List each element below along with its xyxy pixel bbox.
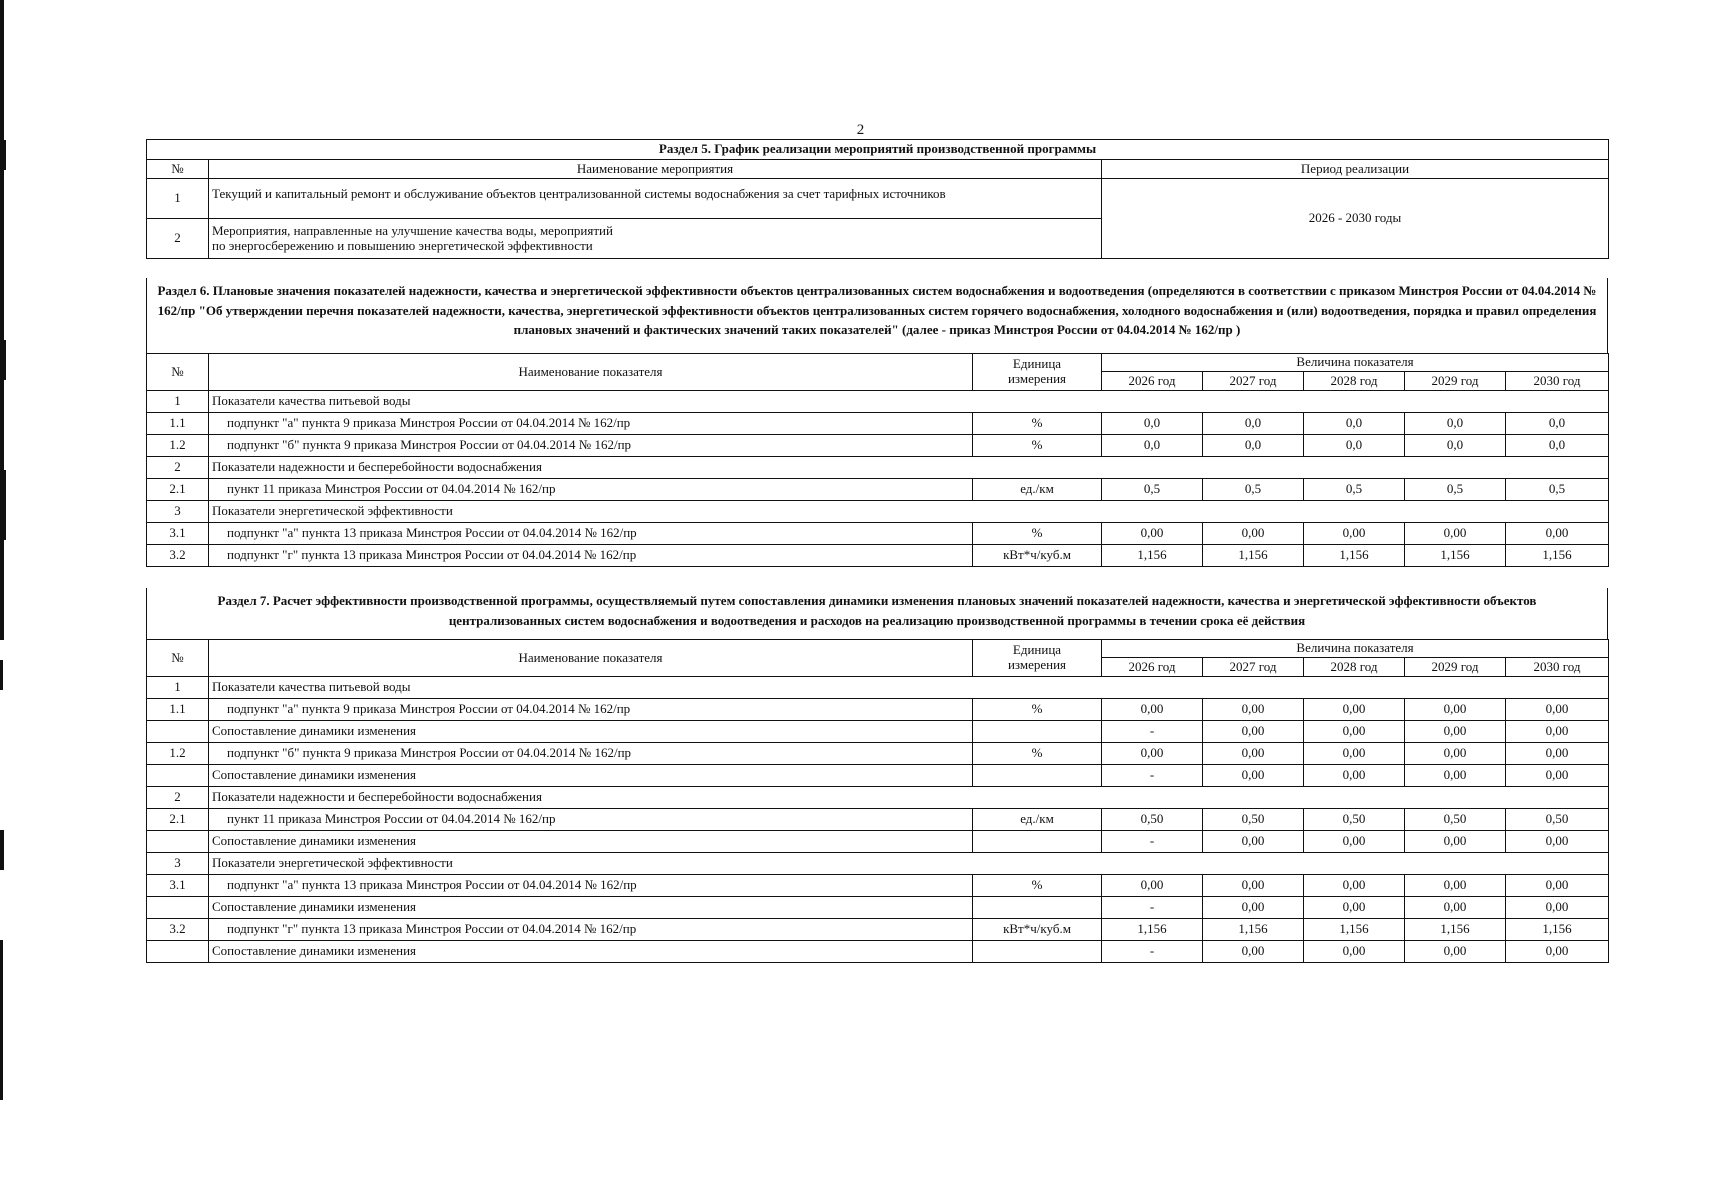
year-value: 0,0 (1405, 413, 1506, 435)
indicator-name: подпункт "а" пункта 9 приказа Минстроя России от 04.04.2014 № 162/пр (209, 699, 973, 721)
year-value: 1,156 (1506, 545, 1609, 567)
year-value: 0,00 (1405, 831, 1506, 853)
year-value: 0,50 (1506, 809, 1609, 831)
unit-header-line: измерения (1007, 657, 1067, 672)
col-header-value: Величина показателя (1102, 640, 1609, 658)
row-no (147, 831, 209, 853)
col-header-unit (973, 640, 1102, 677)
row-no (147, 765, 209, 787)
year-value: 0,00 (1405, 875, 1506, 897)
row-no: 1.1 (147, 413, 209, 435)
row-no: 3.2 (147, 919, 209, 941)
year-value: 1,156 (1102, 919, 1203, 941)
unit-value (973, 897, 1102, 919)
activity-name: Текущий и капитальный ремонт и обслуживание объектов централизованной системы водоснабжения за счет тарифных источников (209, 179, 1102, 219)
year-value: 0,0 (1405, 435, 1506, 457)
row-no: 3.1 (147, 875, 209, 897)
comparison-row (147, 897, 1609, 919)
year-value: 0,0 (1102, 413, 1203, 435)
indicator-row (147, 413, 1609, 435)
indicator-name: подпункт "а" пункта 9 приказа Минстроя России от 04.04.2014 № 162/пр (209, 413, 973, 435)
section6-table (146, 353, 1609, 567)
unit-value: ед./км (973, 479, 1102, 501)
col-header-indicator: Наименование показателя (209, 640, 973, 677)
indicator-name: Сопоставление динамики изменения (209, 831, 973, 853)
year-value: 0,5 (1506, 479, 1609, 501)
year-value: 0,00 (1304, 523, 1405, 545)
year-value: 0,00 (1304, 831, 1405, 853)
year-value: 1,156 (1506, 919, 1609, 941)
year-header: 2029 год (1405, 372, 1506, 391)
year-value: 0,00 (1304, 765, 1405, 787)
row-no: 1 (147, 677, 209, 699)
year-value: 0,00 (1203, 523, 1304, 545)
section5-table (146, 139, 1609, 259)
year-value: 0,00 (1506, 523, 1609, 545)
year-value: 0,00 (1506, 941, 1609, 963)
indicator-row (147, 919, 1609, 941)
year-value: 0,00 (1203, 897, 1304, 919)
period-value: 2026 - 2030 годы (1102, 179, 1609, 259)
year-value: 1,156 (1203, 545, 1304, 567)
row-no: 3 (147, 501, 209, 523)
year-value: 0,00 (1405, 523, 1506, 545)
unit-value (973, 721, 1102, 743)
row-no: 1 (147, 179, 209, 219)
year-value: 0,00 (1405, 941, 1506, 963)
year-value: 0,0 (1203, 435, 1304, 457)
col-header-no: № (147, 160, 209, 179)
row-no: 2 (147, 787, 209, 809)
indicator-name: подпункт "б" пункта 9 приказа Минстроя России от 04.04.2014 № 162/пр (209, 743, 973, 765)
year-header: 2029 год (1405, 658, 1506, 677)
row-no: 2.1 (147, 479, 209, 501)
year-value: 0,00 (1405, 765, 1506, 787)
group-name: Показатели энергетической эффективности (209, 853, 1609, 875)
unit-header-line: измерения (1007, 371, 1067, 386)
indicator-name: Сопоставление динамики изменения (209, 765, 973, 787)
year-value: 0,00 (1203, 875, 1304, 897)
year-value: 0,00 (1304, 743, 1405, 765)
year-header: 2028 год (1304, 372, 1405, 391)
year-header: 2030 год (1506, 658, 1609, 677)
indicator-name: подпункт "а" пункта 13 приказа Минстроя России от 04.04.2014 № 162/пр (209, 875, 973, 897)
group-row (147, 787, 1609, 809)
activity-name-line: Мероприятия, направленные на улучшение качества воды, мероприятий (212, 222, 613, 238)
indicator-row (147, 809, 1609, 831)
year-header: 2026 год (1102, 372, 1203, 391)
row-no: 3.1 (147, 523, 209, 545)
unit-value: кВт*ч/куб.м (973, 545, 1102, 567)
year-value: 1,156 (1405, 919, 1506, 941)
year-value: 0,00 (1102, 875, 1203, 897)
row-no: 1.1 (147, 699, 209, 721)
year-value: 0,00 (1304, 875, 1405, 897)
col-header-activity: Наименование мероприятия (209, 160, 1102, 179)
year-value: 0,00 (1203, 699, 1304, 721)
year-value: 0,50 (1304, 809, 1405, 831)
year-value: 0,00 (1405, 721, 1506, 743)
indicator-row (147, 545, 1609, 567)
unit-header-line: Единица (1012, 642, 1062, 658)
scan-edge-artifact (0, 0, 6, 1100)
year-value: 0,00 (1405, 897, 1506, 919)
section5-title: Раздел 5. График реализации мероприятий производственной программы (147, 140, 1609, 160)
indicator-row (147, 523, 1609, 545)
section7-table (146, 639, 1609, 963)
year-header: 2027 год (1203, 372, 1304, 391)
group-row (147, 853, 1609, 875)
col-header-indicator: Наименование показателя (209, 354, 973, 391)
col-header-value: Величина показателя (1102, 354, 1609, 372)
unit-value: кВт*ч/куб.м (973, 919, 1102, 941)
group-row (147, 457, 1609, 479)
year-value: 0,00 (1506, 875, 1609, 897)
year-value: 0,00 (1203, 941, 1304, 963)
year-value: 1,156 (1405, 545, 1506, 567)
indicator-name: пункт 11 приказа Минстроя России от 04.04.2014 № 162/пр (209, 809, 973, 831)
row-no: 2.1 (147, 809, 209, 831)
year-value: 0,0 (1304, 413, 1405, 435)
year-value: 0,0 (1203, 413, 1304, 435)
unit-value (973, 765, 1102, 787)
unit-value: % (973, 413, 1102, 435)
group-row (147, 677, 1609, 699)
row-no: 1.2 (147, 435, 209, 457)
unit-value: % (973, 523, 1102, 545)
row-no: 2 (147, 219, 209, 259)
year-header: 2027 год (1203, 658, 1304, 677)
year-value: 0,0 (1304, 435, 1405, 457)
year-value: - (1102, 941, 1203, 963)
year-value: 0,00 (1506, 743, 1609, 765)
year-value: 0,5 (1304, 479, 1405, 501)
comparison-row (147, 721, 1609, 743)
group-row (147, 501, 1609, 523)
col-header-no: № (147, 640, 209, 677)
group-name: Показатели качества питьевой воды (209, 391, 1609, 413)
col-header-unit (973, 354, 1102, 391)
col-header-period: Период реализации (1102, 160, 1609, 179)
year-value: 0,00 (1304, 721, 1405, 743)
comparison-row (147, 831, 1609, 853)
row-no (147, 897, 209, 919)
year-value: - (1102, 831, 1203, 853)
indicator-row (147, 743, 1609, 765)
unit-value: % (973, 875, 1102, 897)
unit-value (973, 831, 1102, 853)
unit-header-line: Единица (1012, 356, 1062, 372)
year-value: 0,00 (1506, 765, 1609, 787)
indicator-name: подпункт "а" пункта 13 приказа Минстроя России от 04.04.2014 № 162/пр (209, 523, 973, 545)
section7-title: Раздел 7. Расчет эффективности производственной программы, осуществляемый путем сопоставления динамики изменения плановых значений показателей надежности, качества и энергетической эффективности объектов централизованных систем водоснабжения и водоотведения и расходов на реализацию производственной программы в течении срока её действия (146, 588, 1608, 640)
year-value: 0,0 (1506, 435, 1609, 457)
indicator-row (147, 875, 1609, 897)
year-value: 0,00 (1304, 699, 1405, 721)
indicator-name: Сопоставление динамики изменения (209, 941, 973, 963)
year-value: 0,00 (1506, 831, 1609, 853)
year-value: 1,156 (1203, 919, 1304, 941)
group-name: Показатели энергетической эффективности (209, 501, 1609, 523)
year-value: 0,50 (1203, 809, 1304, 831)
year-value: 0,00 (1506, 699, 1609, 721)
col-header-no: № (147, 354, 209, 391)
year-header: 2026 год (1102, 658, 1203, 677)
row-no: 2 (147, 457, 209, 479)
year-value: 0,0 (1102, 435, 1203, 457)
year-value: 1,156 (1304, 919, 1405, 941)
year-value: 0,00 (1506, 897, 1609, 919)
indicator-name: подпункт "г" пункта 13 приказа Минстроя России от 04.04.2014 № 162/пр (209, 919, 973, 941)
year-value: 0,00 (1405, 743, 1506, 765)
row-no: 1.2 (147, 743, 209, 765)
indicator-row (147, 479, 1609, 501)
year-value: 0,00 (1102, 743, 1203, 765)
unit-value (973, 941, 1102, 963)
year-value: 0,00 (1203, 765, 1304, 787)
row-no (147, 721, 209, 743)
year-value: 0,5 (1102, 479, 1203, 501)
unit-value: % (973, 743, 1102, 765)
comparison-row (147, 941, 1609, 963)
year-value: 0,00 (1506, 721, 1609, 743)
year-value: 0,00 (1203, 831, 1304, 853)
year-header: 2030 год (1506, 372, 1609, 391)
row-no: 3.2 (147, 545, 209, 567)
year-value: 0,00 (1102, 523, 1203, 545)
activity-name-line: по энергосбережению и повышению энергетической эффективности (212, 237, 593, 253)
indicator-row (147, 699, 1609, 721)
unit-value: ед./км (973, 809, 1102, 831)
row-no: 1 (147, 391, 209, 413)
group-name: Показатели надежности и бесперебойности водоснабжения (209, 457, 1609, 479)
indicator-name: Сопоставление динамики изменения (209, 721, 973, 743)
page-number: 2 (856, 122, 865, 138)
group-name: Показатели качества питьевой воды (209, 677, 1609, 699)
year-value: 0,0 (1506, 413, 1609, 435)
year-value: - (1102, 897, 1203, 919)
year-value: 0,00 (1405, 699, 1506, 721)
year-value: 1,156 (1304, 545, 1405, 567)
year-value: 0,5 (1203, 479, 1304, 501)
year-value: 0,00 (1304, 941, 1405, 963)
row-no (147, 941, 209, 963)
year-value: 0,5 (1405, 479, 1506, 501)
indicator-row (147, 435, 1609, 457)
year-header: 2028 год (1304, 658, 1405, 677)
unit-value: % (973, 699, 1102, 721)
indicator-name: Сопоставление динамики изменения (209, 897, 973, 919)
group-name: Показатели надежности и бесперебойности водоснабжения (209, 787, 1609, 809)
year-value: 0,50 (1102, 809, 1203, 831)
indicator-name: подпункт "б" пункта 9 приказа Минстроя России от 04.04.2014 № 162/пр (209, 435, 973, 457)
activity-name (209, 219, 1102, 259)
year-value: 1,156 (1102, 545, 1203, 567)
indicator-name: пункт 11 приказа Минстроя России от 04.04.2014 № 162/пр (209, 479, 973, 501)
year-value: 0,50 (1405, 809, 1506, 831)
unit-value: % (973, 435, 1102, 457)
row-no: 3 (147, 853, 209, 875)
section6-title: Раздел 6. Плановые значения показателей надежности, качества и энергетической эффективности объектов централизованных систем водоснабжения и водоотведения (определяются в соответствии с приказом Минстроя России от 04.04.2014 № 162/пр "Об утверждении перечня показателей надежности, качества, энергетической эффективности объектов централизованных систем горячего водоснабжения, холодного водоснабжения и (или) водоотведения, порядка и правил определения плановых значений и фактических значений таких показателей" (далее - приказ Минстроя России от 04.04.2014 № 162/пр ) (146, 278, 1608, 354)
year-value: - (1102, 721, 1203, 743)
comparison-row (147, 765, 1609, 787)
indicator-name: подпункт "г" пункта 13 приказа Минстроя России от 04.04.2014 № 162/пр (209, 545, 973, 567)
year-value: 0,00 (1203, 743, 1304, 765)
year-value: 0,00 (1304, 897, 1405, 919)
year-value: 0,00 (1102, 699, 1203, 721)
year-value: 0,00 (1203, 721, 1304, 743)
group-row (147, 391, 1609, 413)
year-value: - (1102, 765, 1203, 787)
